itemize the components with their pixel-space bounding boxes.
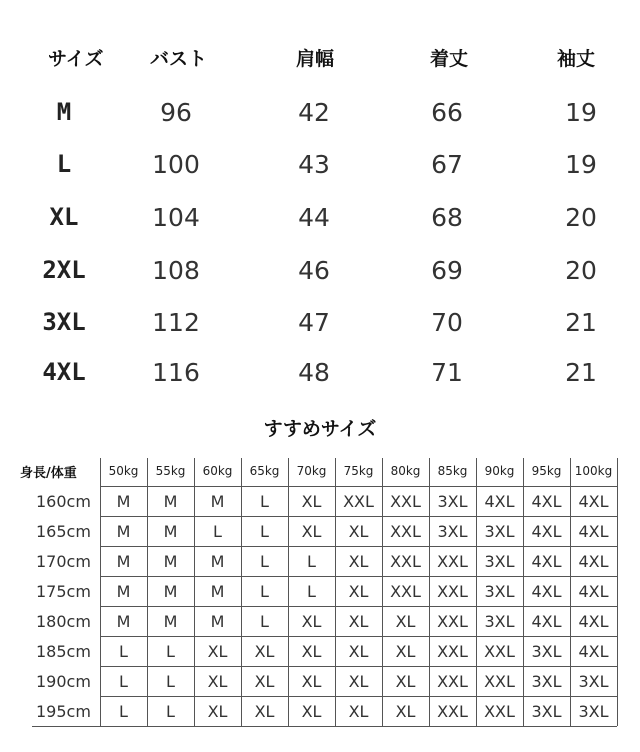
grid-row-divider <box>100 696 617 697</box>
recommended-size-cell: 3XL <box>484 522 515 541</box>
size-value-sleeve: 21 <box>565 358 597 387</box>
recommended-size-cell: XL <box>207 672 228 691</box>
header-shoulder: 肩幅 <box>296 48 335 70</box>
recommended-size-table <box>20 458 612 726</box>
recommended-size-cell: 3XL <box>531 642 562 661</box>
size-value-sleeve: 19 <box>565 150 597 179</box>
recommended-size-cell: XXL <box>390 522 421 541</box>
table-bottom-border <box>32 726 612 727</box>
weight-header: 95kg <box>531 464 562 478</box>
size-value-length: 68 <box>431 203 463 232</box>
size-value-sleeve: 20 <box>565 256 597 285</box>
height-label: 165cm <box>36 522 91 541</box>
recommended-size-cell: XL <box>301 642 322 661</box>
recommended-size-cell: 3XL <box>437 492 468 511</box>
weight-header: 60kg <box>202 464 233 478</box>
height-label: 195cm <box>36 702 91 721</box>
recommended-size-cell: 4XL <box>531 492 562 511</box>
size-label: 2XL <box>42 256 86 284</box>
recommended-size-cell: 4XL <box>531 582 562 601</box>
recommended-size-cell: XL <box>301 702 322 721</box>
recommended-size-cell: M <box>163 582 178 601</box>
recommended-size-cell: 4XL <box>484 492 515 511</box>
recommended-size-cell: 3XL <box>484 612 515 631</box>
recommended-size-cell: M <box>210 552 225 571</box>
size-value-length: 67 <box>431 150 463 179</box>
recommended-size-cell: 3XL <box>531 672 562 691</box>
recommended-size-cell: 4XL <box>578 642 609 661</box>
grid-column-divider <box>429 458 430 726</box>
recommended-size-cell: 4XL <box>578 612 609 631</box>
size-value-bust: 100 <box>152 150 200 179</box>
size-value-shoulder: 46 <box>298 256 330 285</box>
recommended-size-cell: 4XL <box>531 522 562 541</box>
grid-row-divider <box>100 546 617 547</box>
recommended-size-cell: XXL <box>437 612 468 631</box>
weight-header: 65kg <box>249 464 280 478</box>
grid-column-divider <box>100 458 101 726</box>
recommended-size-cell: M <box>116 522 131 541</box>
size-value-bust: 112 <box>152 308 200 337</box>
recommended-size-cell: 3XL <box>484 582 515 601</box>
height-label: 175cm <box>36 582 91 601</box>
size-value-length: 70 <box>431 308 463 337</box>
grid-column-divider <box>617 458 618 726</box>
recommended-size-cell: XL <box>301 672 322 691</box>
recommended-size-cell: XXL <box>484 702 515 721</box>
grid-column-divider <box>147 458 148 726</box>
header-bust: バスト <box>150 48 208 70</box>
grid-row-divider <box>100 606 617 607</box>
weight-header: 55kg <box>155 464 186 478</box>
grid-column-divider <box>335 458 336 726</box>
weight-header: 75kg <box>343 464 374 478</box>
size-value-sleeve: 20 <box>565 203 597 232</box>
grid-row-divider <box>100 666 617 667</box>
grid-column-divider <box>523 458 524 726</box>
recommended-size-cell: XL <box>395 702 416 721</box>
recommended-size-cell: XL <box>348 582 369 601</box>
size-value-bust: 96 <box>160 98 192 127</box>
recommended-size-cell: M <box>116 492 131 511</box>
recommended-size-cell: XXL <box>437 582 468 601</box>
height-label: 160cm <box>36 492 91 511</box>
recommended-size-cell: L <box>119 702 128 721</box>
size-value-bust: 104 <box>152 203 200 232</box>
recommended-size-cell: L <box>260 552 269 571</box>
grid-column-divider <box>382 458 383 726</box>
weight-header: 85kg <box>437 464 468 478</box>
recommended-size-cell: XXL <box>390 492 421 511</box>
recommended-size-cell: 4XL <box>578 552 609 571</box>
recommended-size-cell: XL <box>254 702 275 721</box>
recommended-size-cell: M <box>116 612 131 631</box>
size-value-sleeve: 21 <box>565 308 597 337</box>
height-label: 185cm <box>36 642 91 661</box>
size-value-bust: 116 <box>152 358 200 387</box>
size-label: 3XL <box>42 308 86 336</box>
recommended-size-cell: M <box>116 582 131 601</box>
weight-header: 100kg <box>574 464 613 478</box>
recommended-size-cell: L <box>260 612 269 631</box>
size-value-sleeve: 19 <box>565 98 597 127</box>
recommended-size-cell: 3XL <box>578 672 609 691</box>
recommended-size-cell: M <box>210 612 225 631</box>
header-length: 着丈 <box>430 48 469 70</box>
recommended-size-cell: XL <box>395 612 416 631</box>
size-value-length: 71 <box>431 358 463 387</box>
height-label: 170cm <box>36 552 91 571</box>
grid-row-divider <box>100 486 617 487</box>
weight-header: 90kg <box>484 464 515 478</box>
recommended-size-cell: XL <box>348 642 369 661</box>
recommended-size-cell: XXL <box>437 552 468 571</box>
recommended-size-cell: L <box>307 552 316 571</box>
size-value-bust: 108 <box>152 256 200 285</box>
recommended-size-cell: M <box>163 552 178 571</box>
grid-row-divider <box>100 576 617 577</box>
grid-column-divider <box>476 458 477 726</box>
recommended-size-cell: M <box>163 612 178 631</box>
recommended-size-cell: XL <box>348 672 369 691</box>
recommended-size-cell: XXL <box>390 552 421 571</box>
recommended-size-cell: XXL <box>484 672 515 691</box>
recommended-size-cell: XXL <box>437 702 468 721</box>
recommended-size-cell: M <box>210 582 225 601</box>
grid-column-divider <box>241 458 242 726</box>
height-label: 180cm <box>36 612 91 631</box>
header-size: サイズ <box>48 48 104 70</box>
recommended-size-cell: 3XL <box>578 702 609 721</box>
recommended-size-cell: XXL <box>437 642 468 661</box>
recommended-size-cell: 4XL <box>578 582 609 601</box>
recommended-size-cell: 3XL <box>531 702 562 721</box>
size-value-shoulder: 47 <box>298 308 330 337</box>
recommended-size-cell: L <box>166 672 175 691</box>
recommended-size-cell: XL <box>348 702 369 721</box>
recommended-size-cell: XXL <box>390 582 421 601</box>
recommended-size-cell: L <box>166 642 175 661</box>
recommended-size-cell: XL <box>395 672 416 691</box>
recommended-size-cell: 3XL <box>484 552 515 571</box>
size-value-length: 66 <box>431 98 463 127</box>
recommended-size-cell: XXL <box>437 672 468 691</box>
recommended-size-cell: XL <box>254 642 275 661</box>
recommended-size-cell: M <box>116 552 131 571</box>
size-label: 4XL <box>42 358 86 386</box>
recommended-size-cell: L <box>307 582 316 601</box>
grid-column-divider <box>288 458 289 726</box>
recommended-size-cell: XL <box>301 492 322 511</box>
weight-header: 80kg <box>390 464 421 478</box>
recommended-size-cell: XL <box>207 642 228 661</box>
size-value-shoulder: 44 <box>298 203 330 232</box>
recommended-size-cell: L <box>260 582 269 601</box>
size-value-shoulder: 48 <box>298 358 330 387</box>
recommended-size-cell: XL <box>348 552 369 571</box>
recommended-size-cell: L <box>119 642 128 661</box>
recommended-size-cell: XL <box>301 522 322 541</box>
grid-column-divider <box>570 458 571 726</box>
weight-header: 70kg <box>296 464 327 478</box>
recommended-size-cell: L <box>213 522 222 541</box>
recommended-size-cell: L <box>260 522 269 541</box>
recommended-size-cell: L <box>119 672 128 691</box>
size-value-shoulder: 43 <box>298 150 330 179</box>
recommended-size-cell: XL <box>395 642 416 661</box>
recommended-size-cell: M <box>163 492 178 511</box>
corner-label: 身長/体重 <box>20 466 77 481</box>
height-label: 190cm <box>36 672 91 691</box>
weight-header: 50kg <box>108 464 139 478</box>
recommended-size-cell: XL <box>207 702 228 721</box>
size-label: M <box>56 98 72 126</box>
size-value-length: 69 <box>431 256 463 285</box>
recommended-size-cell: 3XL <box>437 522 468 541</box>
recommended-size-cell: L <box>260 492 269 511</box>
header-sleeve: 袖丈 <box>557 48 596 70</box>
recommended-size-cell: 4XL <box>531 552 562 571</box>
recommended-size-cell: 4XL <box>578 492 609 511</box>
recommended-size-cell: 4XL <box>531 612 562 631</box>
recommended-size-cell: M <box>163 522 178 541</box>
recommended-title: すすめサイズ <box>263 418 377 440</box>
size-label: L <box>56 150 72 178</box>
size-label: XL <box>49 203 79 231</box>
recommended-size-cell: XL <box>301 612 322 631</box>
recommended-size-cell: XL <box>254 672 275 691</box>
recommended-size-cell: XXL <box>343 492 374 511</box>
recommended-size-cell: L <box>166 702 175 721</box>
recommended-size-cell: XXL <box>484 642 515 661</box>
grid-row-divider <box>100 636 617 637</box>
size-value-shoulder: 42 <box>298 98 330 127</box>
grid-column-divider <box>194 458 195 726</box>
grid-row-divider <box>100 516 617 517</box>
recommended-size-cell: XL <box>348 612 369 631</box>
recommended-size-cell: XL <box>348 522 369 541</box>
recommended-size-cell: M <box>210 492 225 511</box>
recommended-size-cell: 4XL <box>578 522 609 541</box>
